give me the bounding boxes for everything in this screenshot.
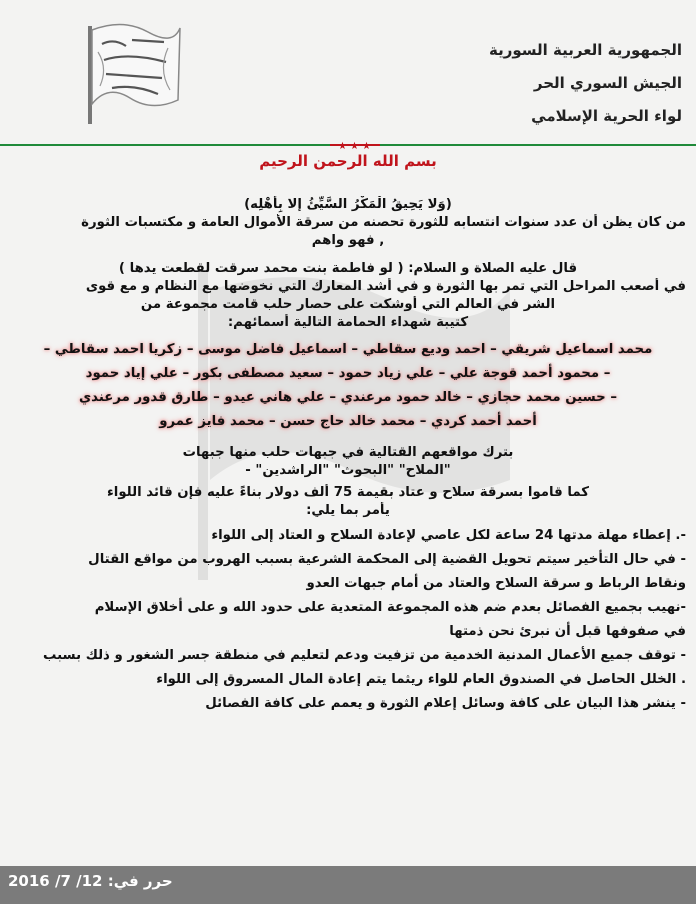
intro-line: كتيبة شهداء الحمامة التالية أسمائهم: — [227, 315, 469, 330]
footer-bar — [0, 866, 696, 904]
letterhead — [382, 34, 682, 133]
order-item: ونقاط الرباط و سرقة السلاح والعتاد من أمام جبهات العدو — [306, 576, 686, 591]
order-item: - في حال التأخير سيتم تحويل القضية إلى المحكمة الشرعية بسبب الهروب من مواقع القتال — [88, 552, 686, 567]
body-line: بترك مواقعهم القتالية في جبهات حلب منها جبهات — [182, 445, 514, 460]
issue-date: حرر في: 12/ 7/ 2016 — [8, 872, 173, 890]
brigade-logo-icon — [78, 8, 182, 128]
header-army: الجيش السوري الحر — [533, 74, 682, 92]
header-brigade: لواء الحرية الإسلامي — [531, 107, 682, 125]
order-item: -. إعطاء مهلة مدتها 24 ساعة لكل عاصي لإعادة السلاح و العتاد إلى اللواء — [211, 528, 686, 543]
intro-line: الشر في العالم التي أوشكت على حصار حلب قامت مجموعة من — [140, 297, 556, 312]
orders-heading: يأمر بما يلي: — [306, 503, 390, 518]
body-line: كما قاموا بسرقة سلاح و عتاد بقيمة 75 ألف دولار بناءً عليه فإن قائد اللواء — [106, 485, 590, 500]
basmala: بسم الله الرحمن الرحيم — [259, 152, 437, 170]
order-item: في صفوفها قبل أن نبرئ نحن ذمتها — [449, 624, 686, 639]
names-line: محمد اسماعيل شريقي – احمد وديع سقاطي – اسماعيل فاضل موسى – زكريا احمد سقاطي – — [43, 342, 653, 357]
names-line: – حسين محمد حجازي – خالد حمود مرعندي – علي هاني عيدو – طارق قدور مرعندي — [78, 390, 618, 405]
svg-text:★: ★ — [350, 141, 359, 152]
order-item: - توقف جميع الأعمال المدنية الخدمية من تزفيت ودعم لتعليم في منطقة جسر الشغور و ذلك بسبب — [43, 648, 686, 663]
names-list — [10, 338, 686, 434]
flag-divider — [0, 138, 696, 152]
quran-verse: (وَلا يَحِيقُ الْمَكْرُ السَّيِّئُ إلا بِأَهْلِه) — [244, 197, 452, 212]
order-item: -نهيب بجميع الفصائل بعدم ضم هذه المجموعة المتعدية على حدود الله و على أخلاق الإسلام — [94, 600, 686, 615]
svg-text:★: ★ — [338, 141, 347, 152]
hadith-line: قال عليه الصلاة و السلام: ( لو فاطمة بنت محمد سرقت لقطعت يدها ) — [118, 261, 578, 276]
header-country: الجمهورية العربية السورية — [489, 41, 682, 59]
names-line: – محمود أحمد قوجة علي – علي زياد حمود – سعيد مصطفى بكور – علي إياد حمود — [85, 366, 611, 381]
intro-line: في أصعب المراحل التي تمر بها الثورة و في أشد المعارك التي نخوضها مع النظام و مع قوى — [85, 279, 686, 294]
order-item: - ينشر هذا البيان على كافة وسائل إعلام الثورة و يعمم على كافة الفصائل — [205, 696, 686, 711]
intro-line: , فهو واهم — [311, 233, 385, 248]
names-line: أحمد أحمد كردي – محمد خالد حاج حسن – محمد فايز عمرو — [159, 414, 537, 429]
svg-text:★: ★ — [362, 141, 371, 152]
statement-body — [10, 196, 686, 716]
order-item: . الخلل الحاصل في الصندوق العام للواء ريثما يتم إعادة المال المسروق إلى اللواء — [156, 672, 686, 687]
body-line: "الملاح" "البحوث" "الراشدين" - — [245, 463, 451, 478]
intro-line: من كان يظن أن عدد سنوات انتسابه للثورة تحصنه من سرقة الأموال العامة و مكتسبات الثورة — [81, 215, 686, 230]
